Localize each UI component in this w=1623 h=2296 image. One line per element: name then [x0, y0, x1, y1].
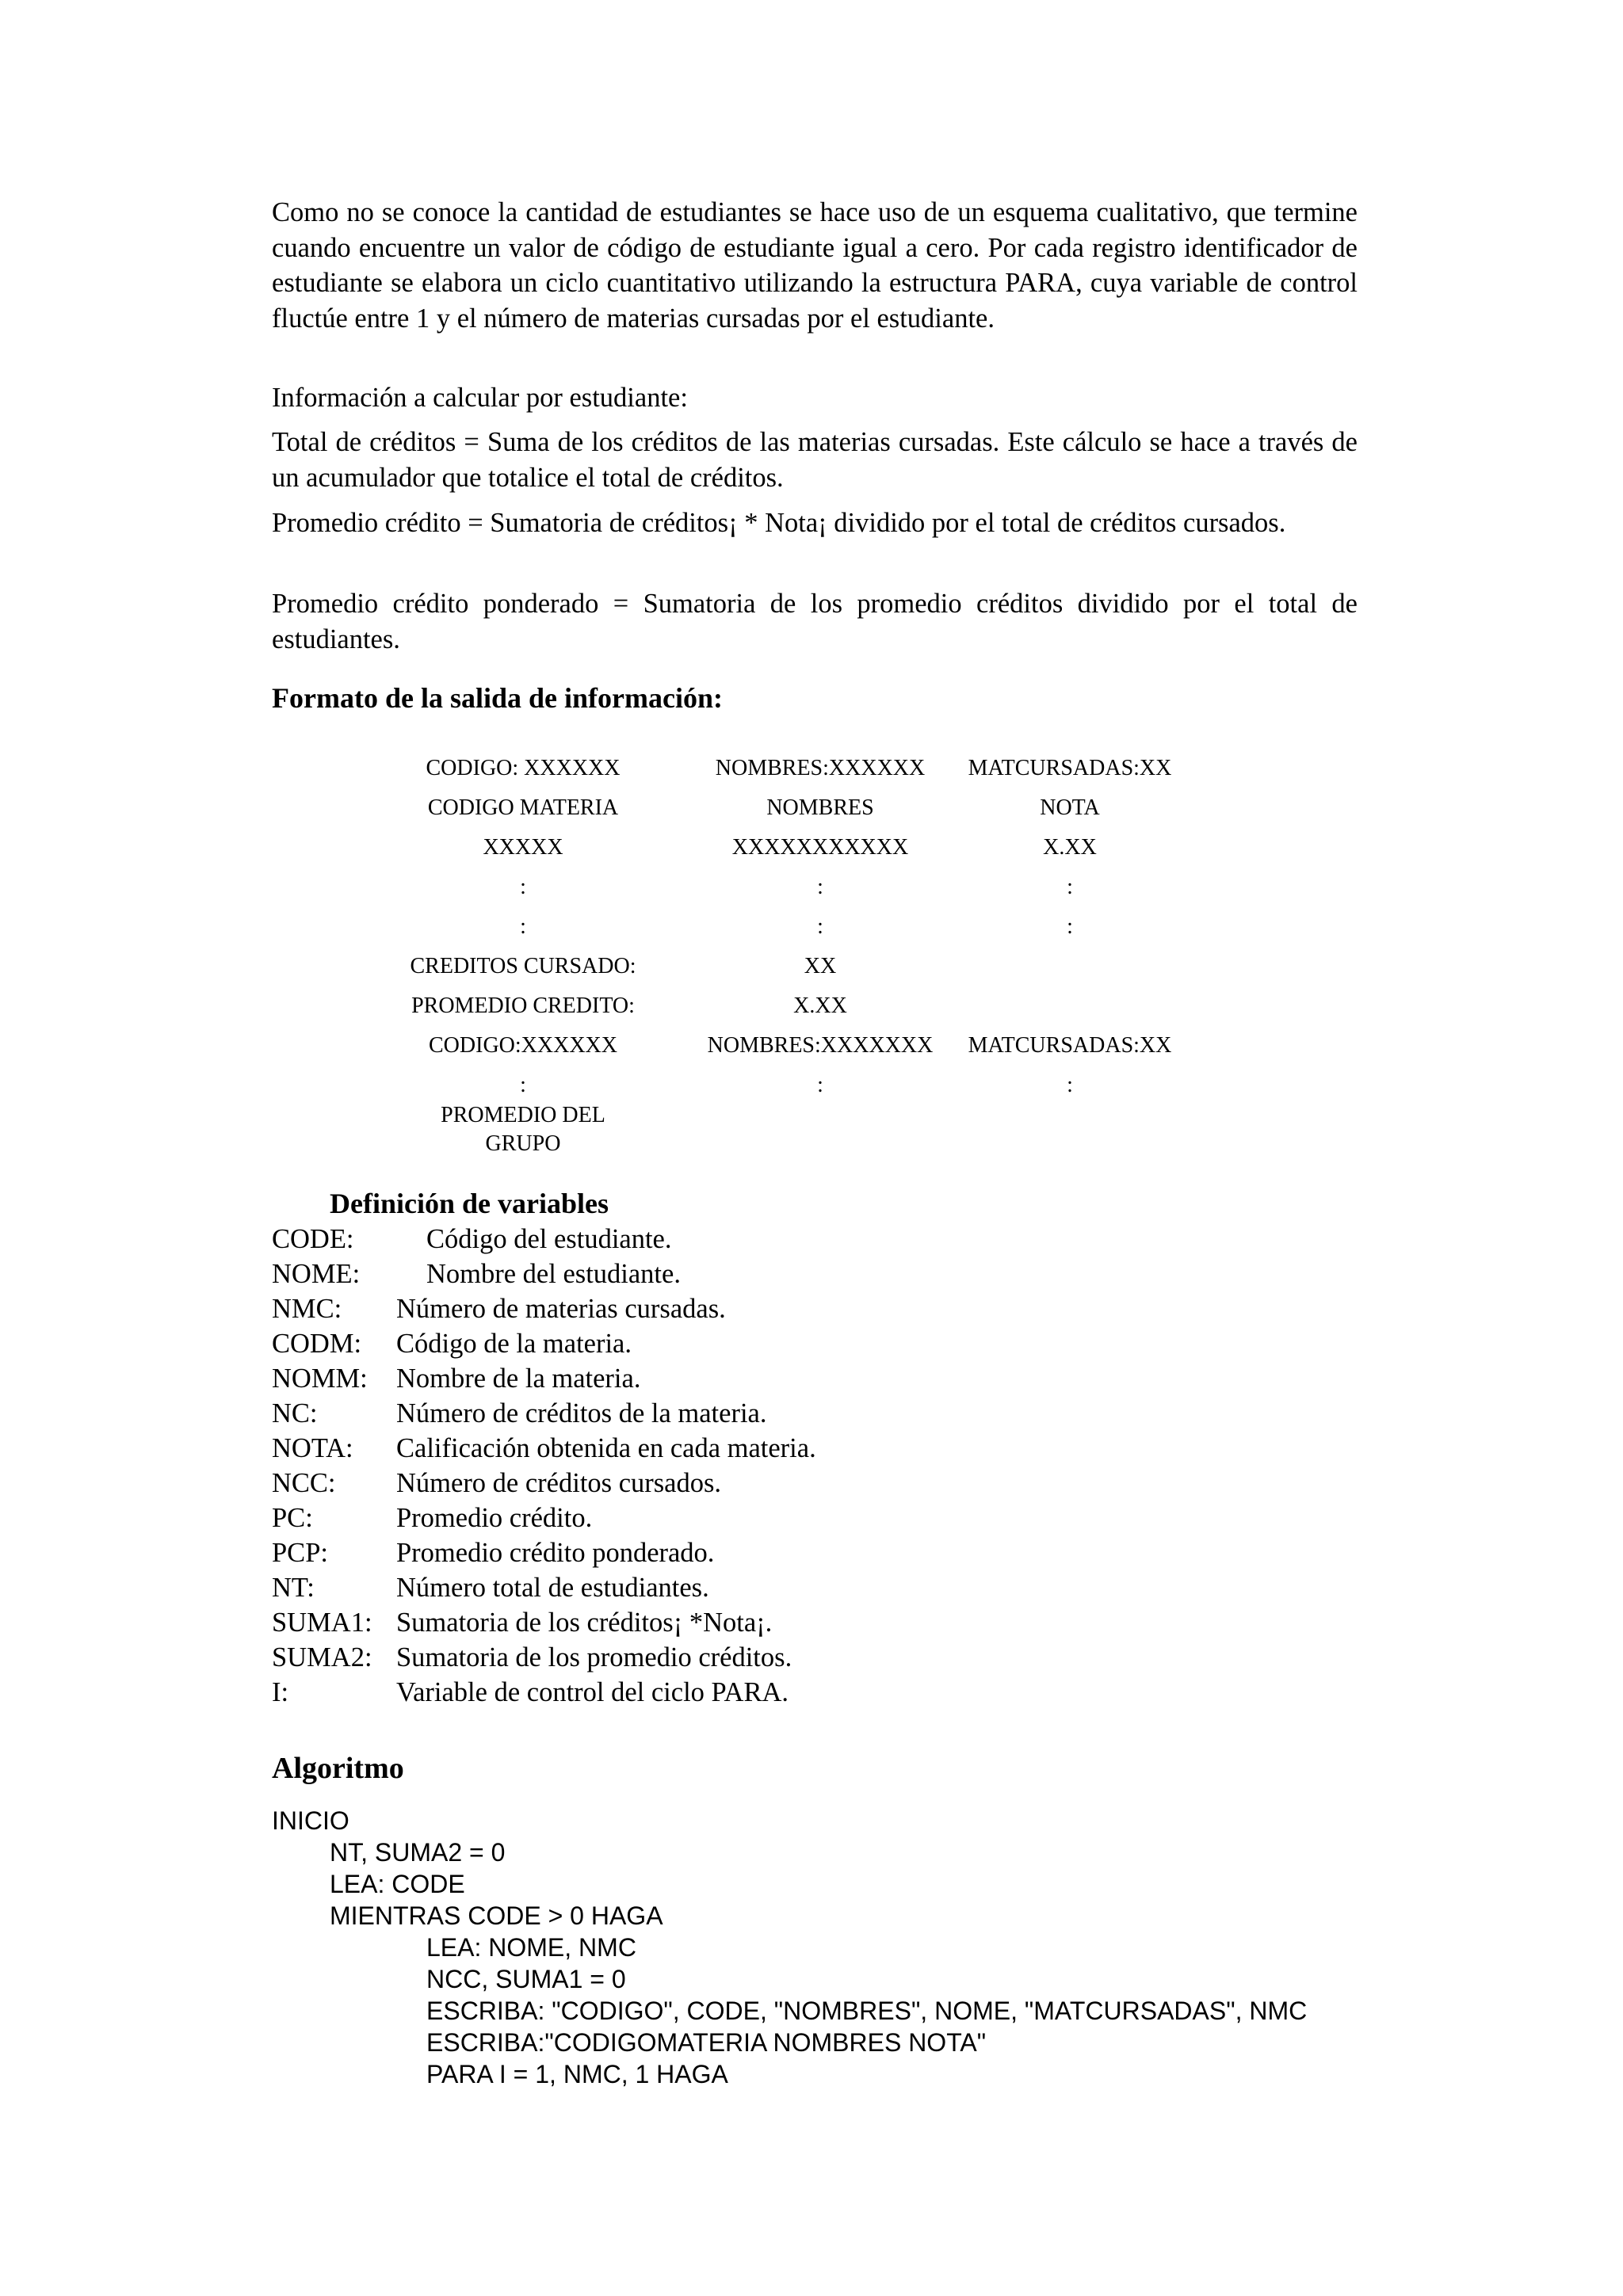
format-cell: : — [520, 1073, 526, 1097]
format-cell: CODIGO: XXXXXX — [426, 756, 621, 780]
variable-name: SUMA1: — [272, 1608, 372, 1638]
format-cell: : — [817, 914, 823, 939]
variables-heading: Definición de variables — [330, 1188, 609, 1219]
variable-desc: Calificación obtenida en cada materia. — [396, 1433, 816, 1463]
format-cell: CODIGO:XXXXXX — [429, 1033, 617, 1058]
variable-name: PCP: — [272, 1538, 328, 1568]
format-cell: : — [520, 875, 526, 899]
format-cell: X.XX — [793, 994, 847, 1018]
format-cell: : — [1067, 1073, 1073, 1097]
variable-name: SUMA2: — [272, 1642, 372, 1672]
format-cell: : — [817, 875, 823, 899]
variable-desc: Número de créditos de la materia. — [396, 1398, 767, 1428]
group-average-label — [380, 1101, 666, 1158]
format-cell: XX — [804, 954, 837, 978]
format-cell: : — [520, 914, 526, 939]
total-creditos-paragraph: Total de créditos = Suma de los créditos de las materias cursadas. Este cálculo se hace a través de un acumulador que totalice el total de créditos. — [272, 427, 1358, 493]
format-cell: CODIGO MATERIA — [427, 795, 619, 820]
variable-name: NC: — [272, 1398, 318, 1428]
format-row — [0, 792, 1623, 824]
variable-desc: Promedio crédito. — [396, 1503, 593, 1533]
intro-paragraph: Como no se conoce la cantidad de estudiantes se hace uso de un esquema cualitativo, que termine cuando encuentre un valor de código de estudiante igual a cero. Por cada registro identificador de estudiante se elabora un ciclo cuantitativo utilizando la estructura PARA, cuya variable de control fluctúe entre 1 y el número de materias cursadas por el estudiante. — [272, 197, 1358, 334]
format-cell: MATCURSADAS:XX — [968, 1033, 1172, 1058]
variable-desc: Promedio crédito ponderado. — [396, 1538, 715, 1568]
variable-name: NOTA: — [272, 1433, 353, 1463]
variable-desc: Sumatoria de los promedio créditos. — [396, 1642, 792, 1672]
format-cell: NOMBRES:XXXXXX — [715, 756, 926, 780]
variable-name: NMC: — [272, 1294, 342, 1324]
variable-name: PC: — [272, 1503, 313, 1533]
format-row — [0, 951, 1623, 982]
format-row — [0, 990, 1623, 1022]
variable-name: CODE: — [272, 1224, 354, 1254]
variable-name: CODM: — [272, 1329, 362, 1359]
format-row — [0, 911, 1623, 943]
format-cell: : — [817, 1073, 823, 1097]
format-cell: : — [1067, 914, 1073, 939]
format-row — [0, 1070, 1623, 1101]
code-line: ESCRIBA: "CODIGO", CODE, "NOMBRES", NOME, "MATCURSADAS", NMC — [426, 1997, 1308, 2025]
code-line: NT, SUMA2 = 0 — [330, 1838, 506, 1867]
variable-desc: Número de materias cursadas. — [396, 1294, 726, 1324]
variable-desc: Nombre del estudiante. — [426, 1259, 681, 1289]
variable-desc: Variable de control del ciclo PARA. — [396, 1677, 789, 1707]
code-line: NCC, SUMA1 = 0 — [426, 1965, 626, 1993]
format-cell: XXXXX — [483, 835, 563, 860]
code-line: MIENTRAS CODE > 0 HAGA — [330, 1901, 663, 1930]
algorithm-heading: Algoritmo — [272, 1752, 404, 1785]
code-line: LEA: NOME, NMC — [426, 1933, 636, 1962]
format-row — [0, 1030, 1623, 1062]
variable-desc: Código de la materia. — [396, 1329, 632, 1359]
group-average-line: PROMEDIO DEL — [441, 1103, 605, 1127]
code-line: ESCRIBA:"CODIGOMATERIA NOMBRES NOTA" — [426, 2028, 987, 2057]
format-heading: Formato de la salida de información: — [272, 682, 723, 714]
variable-name: NT: — [272, 1573, 315, 1603]
format-cell: PROMEDIO CREDITO: — [411, 994, 635, 1018]
variable-desc: Número total de estudiantes. — [396, 1573, 709, 1603]
format-cell: XXXXXXXXXXX — [731, 835, 909, 860]
variable-name: I: — [272, 1677, 289, 1707]
group-average-line: GRUPO — [485, 1131, 561, 1156]
format-cell: NOMBRES — [766, 795, 874, 820]
info-heading: Información a calcular por estudiante: — [272, 383, 688, 413]
promedio-credito-paragraph: Promedio crédito = Sumatoria de créditos¡ * Nota¡ dividido por el total de créditos cursados. — [272, 508, 1286, 538]
format-cell: NOMBRES:XXXXXXX — [707, 1033, 934, 1058]
format-cell: CREDITOS CURSADO: — [410, 954, 636, 978]
format-row — [0, 832, 1623, 864]
format-cell: : — [1067, 875, 1073, 899]
variable-desc: Número de créditos cursados. — [396, 1468, 722, 1498]
promedio-ponderado-paragraph: Promedio crédito ponderado = Sumatoria de los promedio créditos dividido por el total de estudiantes. — [272, 589, 1358, 654]
format-row — [0, 753, 1623, 784]
format-cell: MATCURSADAS:XX — [968, 756, 1172, 780]
variable-name: NOME: — [272, 1259, 361, 1289]
variable-desc: Nombre de la materia. — [396, 1363, 641, 1394]
variable-desc: Código del estudiante. — [426, 1224, 672, 1254]
code-line: LEA: CODE — [330, 1870, 465, 1898]
format-row — [0, 871, 1623, 903]
variable-name: NCC: — [272, 1468, 336, 1498]
format-cell: X.XX — [1043, 835, 1097, 860]
code-line: INICIO — [272, 1806, 349, 1835]
code-line: PARA I = 1, NMC, 1 HAGA — [426, 2060, 728, 2088]
variable-desc: Sumatoria de los créditos¡ *Nota¡. — [396, 1608, 773, 1638]
format-cell: NOTA — [1040, 795, 1100, 820]
variable-name: NOMM: — [272, 1363, 368, 1394]
